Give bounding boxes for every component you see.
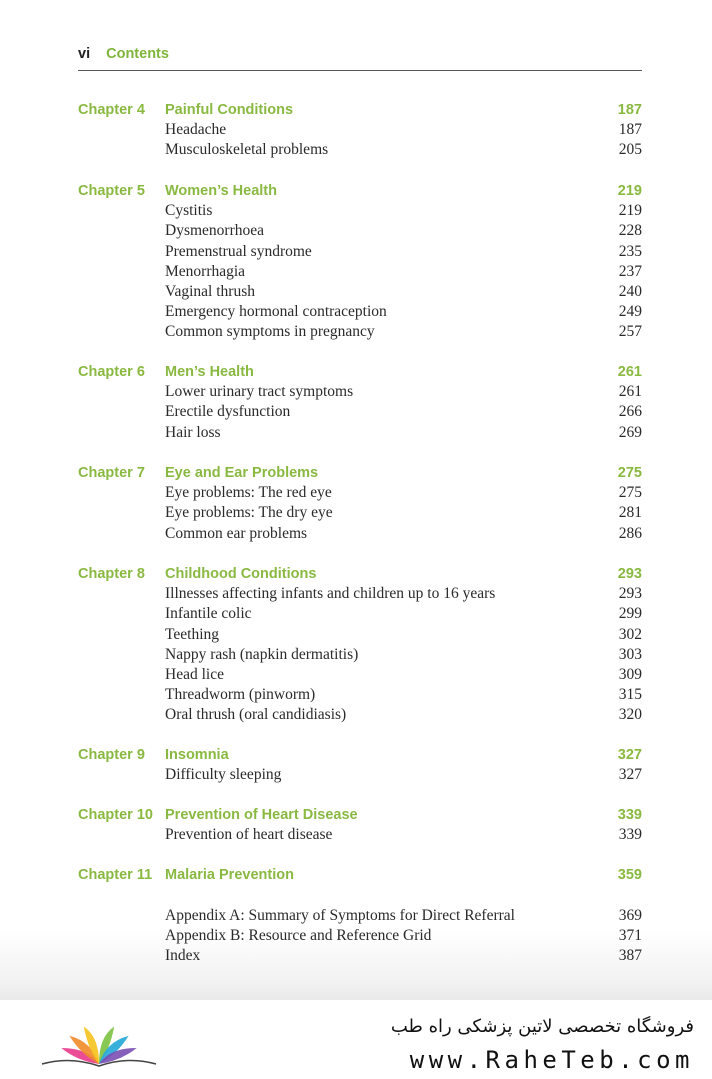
entry-title: Premenstrual syndrome <box>165 242 312 260</box>
toc-entry[interactable] <box>0 201 712 221</box>
entry-title: Eye problems: The dry eye <box>165 504 333 522</box>
toc-entry[interactable] <box>0 262 712 282</box>
running-header <box>78 46 642 71</box>
chapter-label: Chapter 5 <box>78 183 145 199</box>
chapter-title: Painful Conditions <box>165 102 294 118</box>
entry-page-number: 257 <box>618 323 642 341</box>
chapter-page-number: 261 <box>617 364 642 380</box>
entry-page-number: 320 <box>618 706 642 724</box>
entry-title: Vaginal thrush <box>165 283 255 300</box>
entry-page-number: 302 <box>618 625 642 643</box>
chapter-title: Insomnia <box>165 747 229 763</box>
entry-page-number: 315 <box>618 686 642 704</box>
chapter-row[interactable] <box>0 564 712 584</box>
shop-name: فروشگاه تخصصی لاتین پزشکی راه طب <box>390 1016 694 1037</box>
entry-title: Oral thrush (oral candidiasis) <box>165 706 347 724</box>
appendix-entry[interactable] <box>0 926 712 946</box>
appendix-entry[interactable] <box>0 946 712 966</box>
entry-page-number: 187 <box>618 121 642 139</box>
toc-entry[interactable] <box>0 604 712 624</box>
entry-title: Teething <box>165 625 220 643</box>
toc-entry[interactable] <box>0 302 712 322</box>
entry-title: Appendix A: Summary of Symptoms for Direct Referral <box>165 907 515 924</box>
chapter-row[interactable] <box>0 805 712 825</box>
entry-title: Common symptoms in pregnancy <box>165 323 375 341</box>
appendix-entry[interactable] <box>0 906 712 926</box>
entry-title: Eye problems: The red eye <box>165 484 332 502</box>
entry-page-number: 339 <box>618 826 642 844</box>
chapter-row[interactable] <box>0 362 712 382</box>
entry-title: Head lice <box>165 666 224 683</box>
entry-page-number: 369 <box>618 907 642 924</box>
toc-entry[interactable] <box>0 503 712 523</box>
entry-page-number: 293 <box>618 585 642 603</box>
chapter-title: Eye and Ear Problems <box>165 465 319 481</box>
entry-title: Nappy rash (napkin dermatitis) <box>165 645 359 663</box>
chapter-label: Chapter 11 <box>78 867 153 883</box>
chapter-title: Women’s Health <box>165 183 277 199</box>
chapter-label: Chapter 6 <box>78 364 145 380</box>
chapter-title: Childhood Conditions <box>165 566 317 582</box>
chapter-label: Chapter 7 <box>78 465 145 481</box>
entry-title: Infantile colic <box>165 605 252 623</box>
chapter-page-number: 339 <box>617 807 642 823</box>
entry-page-number: 286 <box>618 524 642 542</box>
header-title: Contents <box>106 46 169 62</box>
entry-page-number: 240 <box>618 283 642 300</box>
shop-url[interactable]: www.RaheTeb.com <box>409 1046 694 1074</box>
toc-entry[interactable] <box>0 584 712 604</box>
toc-entry[interactable] <box>0 625 712 645</box>
entry-title: Illnesses affecting infants and children up to 16 years <box>165 585 496 603</box>
chapter-title: Malaria Prevention <box>165 867 294 883</box>
toc-entry[interactable] <box>0 242 712 262</box>
entry-page-number: 235 <box>618 242 642 260</box>
entry-title: Erectile dysfunction <box>165 403 291 421</box>
chapter-label: Chapter 4 <box>78 102 145 118</box>
entry-title: Prevention of heart disease <box>165 826 333 844</box>
entry-page-number: 266 <box>618 403 642 421</box>
entry-page-number: 219 <box>618 202 642 220</box>
watermark-footer <box>0 1000 712 1079</box>
chapter-row[interactable] <box>0 181 712 201</box>
entry-title: Emergency hormonal contraception <box>165 303 387 321</box>
chapter-title: Prevention of Heart Disease <box>165 807 358 823</box>
toc-entry[interactable] <box>0 825 712 845</box>
toc-entry[interactable] <box>0 423 712 443</box>
chapter-page-number: 187 <box>617 102 642 118</box>
entry-page-number: 261 <box>618 383 642 401</box>
chapter-page-number: 359 <box>617 867 642 883</box>
chapter-page-number: 327 <box>617 747 642 763</box>
entry-title: Cystitis <box>165 202 213 220</box>
chapter-label: Chapter 8 <box>78 566 145 582</box>
chapter-title: Men’s Health <box>165 364 254 380</box>
toc-entry[interactable] <box>0 221 712 241</box>
chapter-page-number: 219 <box>617 183 642 199</box>
entry-title: Index <box>165 947 201 965</box>
chapter-label: Chapter 10 <box>78 807 153 823</box>
toc-entry[interactable] <box>0 322 712 342</box>
chapter-row[interactable] <box>0 745 712 765</box>
entry-title: Menorrhagia <box>165 262 246 280</box>
chapter-label: Chapter 9 <box>78 747 145 763</box>
entry-page-number: 327 <box>618 766 642 784</box>
entry-page-number: 387 <box>618 947 642 965</box>
entry-page-number: 205 <box>618 141 642 159</box>
entry-title: Musculoskeletal problems <box>165 141 329 159</box>
entry-page-number: 249 <box>618 303 642 321</box>
entry-page-number: 228 <box>618 222 642 240</box>
chapter-page-number: 293 <box>617 566 642 582</box>
entry-title: Dysmenorrhoea <box>165 222 264 240</box>
toc-entry[interactable] <box>0 524 712 544</box>
entry-title: Threadworm (pinworm) <box>165 686 316 704</box>
chapter-page-number: 275 <box>617 465 642 481</box>
chapter-row[interactable] <box>0 100 712 120</box>
entry-title: Common ear problems <box>165 524 308 542</box>
entry-title: Hair loss <box>165 423 221 441</box>
toc-entry[interactable] <box>0 483 712 503</box>
toc-entry[interactable] <box>0 685 712 705</box>
entry-page-number: 371 <box>618 927 642 945</box>
chapter-row[interactable] <box>0 463 712 483</box>
toc-entry[interactable] <box>0 382 712 402</box>
toc-entry[interactable] <box>0 140 712 160</box>
entry-title: Appendix B: Resource and Reference Grid <box>165 927 432 945</box>
entry-title: Difficulty sleeping <box>165 766 282 784</box>
entry-title: Lower urinary tract symptoms <box>165 383 354 401</box>
entry-page-number: 309 <box>618 666 642 683</box>
entry-page-number: 237 <box>618 262 642 280</box>
open-book-logo-icon <box>38 1012 160 1072</box>
toc-entry[interactable] <box>0 705 712 725</box>
entry-page-number: 275 <box>618 484 642 502</box>
toc-entry[interactable] <box>0 402 712 422</box>
toc-entry[interactable] <box>0 665 712 685</box>
header-page-number: vi <box>78 46 91 62</box>
entry-page-number: 269 <box>618 423 642 441</box>
toc-entry[interactable] <box>0 765 712 785</box>
entry-page-number: 281 <box>618 504 642 522</box>
entry-title: Headache <box>165 121 227 139</box>
entry-page-number: 299 <box>618 605 642 623</box>
toc-entry[interactable] <box>0 282 712 302</box>
chapter-row[interactable] <box>0 865 712 885</box>
entry-page-number: 303 <box>618 645 642 663</box>
toc-entry[interactable] <box>0 120 712 140</box>
toc-entry[interactable] <box>0 645 712 665</box>
